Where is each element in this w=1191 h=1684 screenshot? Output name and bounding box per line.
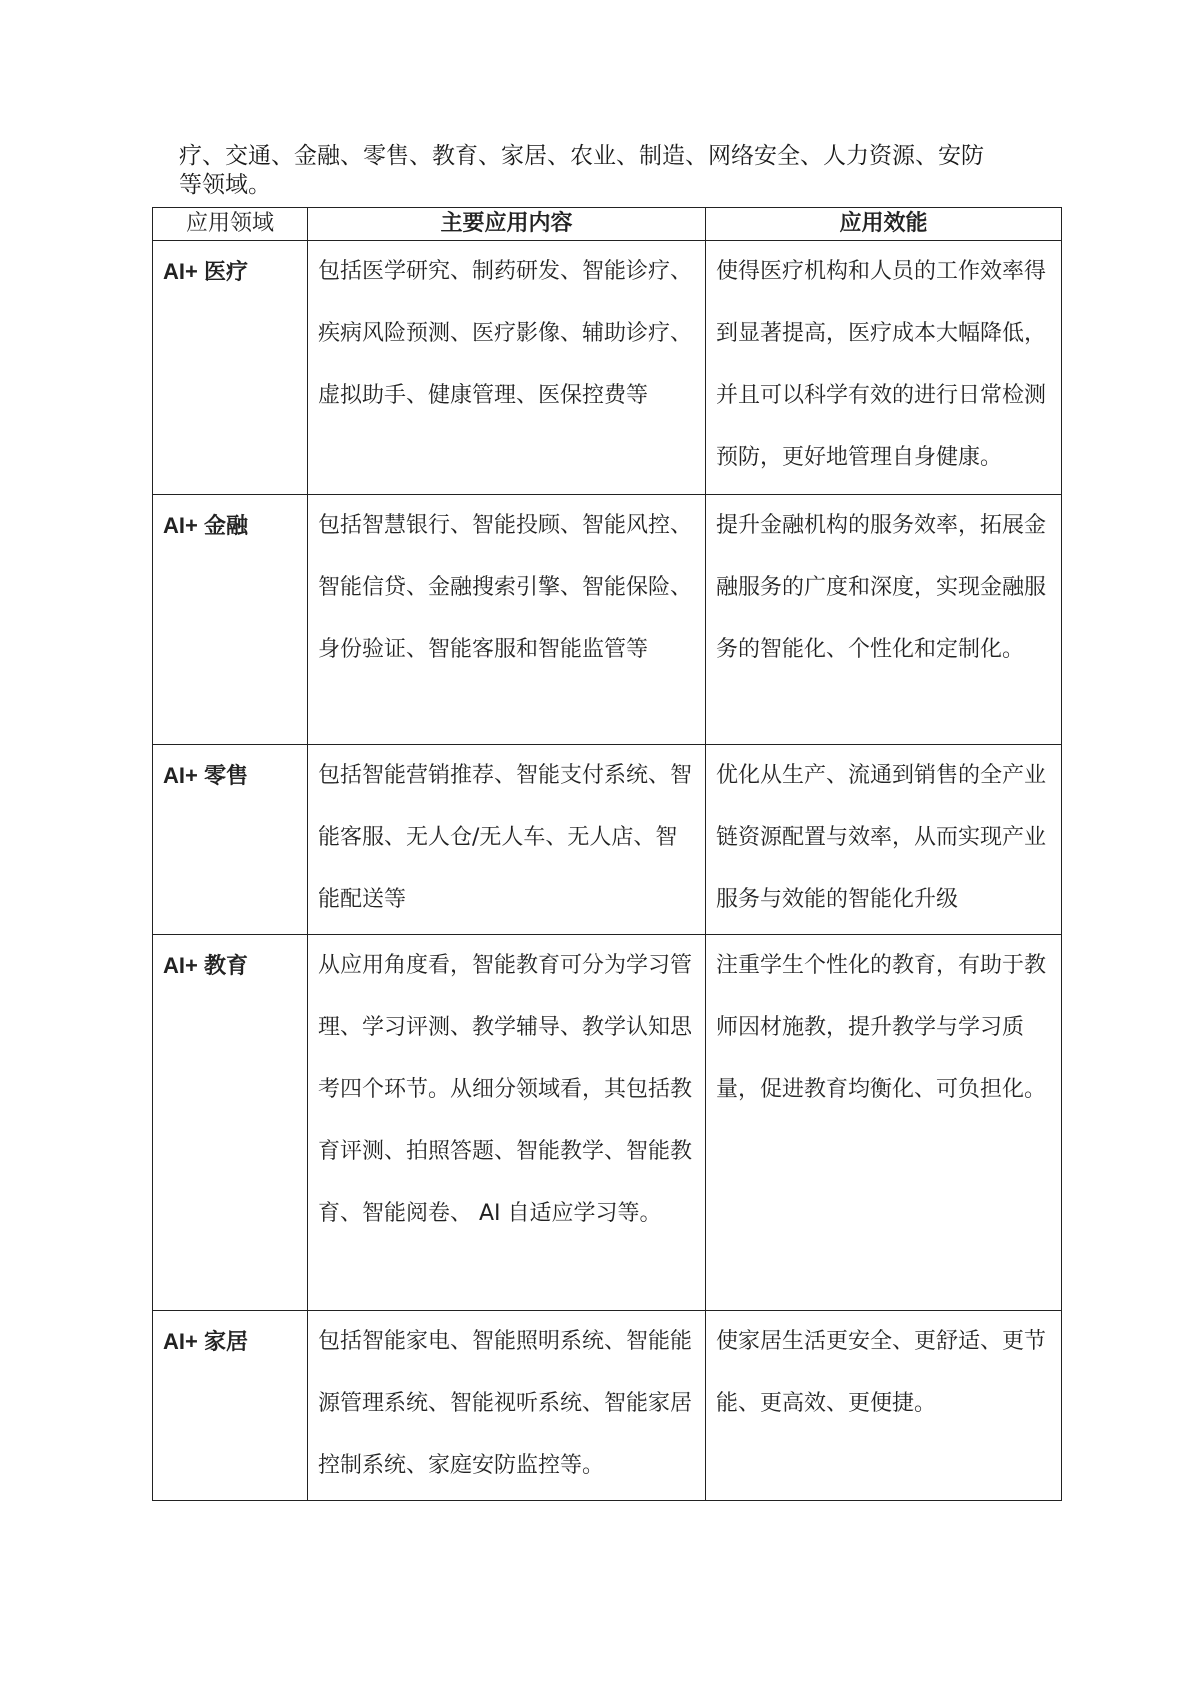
row-effect: 注重学生个性化的教育，有助于教师因材施教，提升教学与学习质量，促进教育均衡化、可负担化。 <box>706 935 1062 1311</box>
row-domain: AI+ 医疗 <box>153 241 308 495</box>
row-content: 包括智慧银行、智能投顾、智能风控、智能信贷、金融搜索引擎、智能保险、身份验证、智能客服和智能监管等 <box>308 495 706 745</box>
intro-line-2: 等领域。 <box>179 172 271 198</box>
row-content: 包括智能家电、智能照明系统、智能能源管理系统、智能视听系统、智能家居控制系统、家庭安防监控等。 <box>308 1311 706 1501</box>
row-effect: 使得医疗机构和人员的工作效率得到显著提高，医疗成本大幅降低，并且可以科学有效的进行日常检测预防，更好地管理自身健康。 <box>706 241 1062 495</box>
table-row <box>153 1311 1062 1501</box>
intro-line-1: 疗、交通、金融、零售、教育、家居、农业、制造、网络安全、人力资源、安防 <box>179 143 984 169</box>
row-domain: AI+ 零售 <box>153 745 308 935</box>
header-domain: 应用领域 <box>153 208 308 241</box>
row-effect: 使家居生活更安全、更舒适、更节能、更高效、更便捷。 <box>706 1311 1062 1501</box>
header-effect: 应用效能 <box>706 208 1062 241</box>
row-domain: AI+ 教育 <box>153 935 308 1311</box>
table-row <box>153 745 1062 935</box>
row-effect: 优化从生产、流通到销售的全产业链资源配置与效率，从而实现产业服务与效能的智能化升级 <box>706 745 1062 935</box>
header-content: 主要应用内容 <box>308 208 706 241</box>
row-content: 包括智能营销推荐、智能支付系统、智能客服、无人仓/无人车、无人店、智能配送等 <box>308 745 706 935</box>
table-header-row <box>153 208 1062 241</box>
row-content: 从应用角度看，智能教育可分为学习管理、学习评测、教学辅导、教学认知思考四个环节。从细分领域看，其包括教育评测、拍照答题、智能教学、智能教育、智能阅卷、 AI 自适应学习等。 <box>308 935 706 1311</box>
ai-application-table <box>152 207 1062 1501</box>
table-row <box>153 495 1062 745</box>
row-domain: AI+ 金融 <box>153 495 308 745</box>
row-content: 包括医学研究、制药研发、智能诊疗、疾病风险预测、医疗影像、辅助诊疗、虚拟助手、健康管理、医保控费等 <box>308 241 706 495</box>
row-effect: 提升金融机构的服务效率，拓展金融服务的广度和深度，实现金融服务的智能化、个性化和定制化。 <box>706 495 1062 745</box>
intro-paragraph <box>179 142 1039 200</box>
table-row <box>153 935 1062 1311</box>
table-row <box>153 241 1062 495</box>
row-domain: AI+ 家居 <box>153 1311 308 1501</box>
